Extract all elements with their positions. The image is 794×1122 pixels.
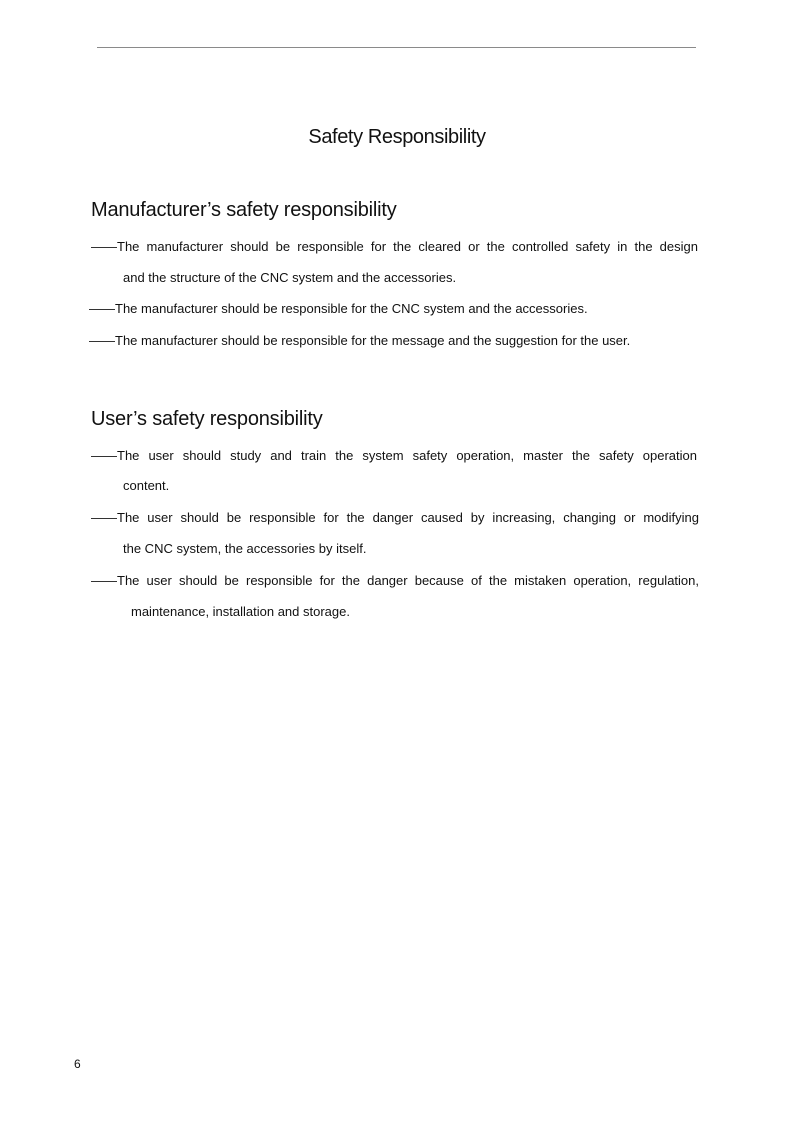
user-item-2-line-1: ——The user should be responsible for the danger caused by increasing, changing or modifying xyxy=(91,510,699,525)
manufacturer-item-3: ——The manufacturer should be responsible for the message and the suggestion for the user. xyxy=(89,333,631,348)
manufacturer-heading: Manufacturer’s safety responsibility xyxy=(91,199,397,221)
user-item-1-line-1: ——The user should study and train the system safety operation, master the safety operation xyxy=(91,448,697,463)
user-item-2-line-2: the CNC system, the accessories by itself. xyxy=(123,541,367,556)
page-number: 6 xyxy=(74,1057,81,1071)
user-item-1-line-2: content. xyxy=(123,478,170,493)
user-item-3-line-1: ——The user should be responsible for the danger because of the mistaken operation, regulation, xyxy=(91,573,699,588)
manufacturer-item-1-line-2: and the structure of the CNC system and the accessories. xyxy=(123,270,457,285)
page-title: Safety Responsibility xyxy=(308,126,486,148)
manufacturer-item-1-line-1: ——The manufacturer should be responsible for the cleared or the controlled safety in the design xyxy=(91,239,698,254)
user-heading: User’s safety responsibility xyxy=(91,408,323,430)
user-item-3-line-2: maintenance, installation and storage. xyxy=(131,604,350,619)
manufacturer-item-2: ——The manufacturer should be responsible for the CNC system and the accessories. xyxy=(89,301,588,316)
header-rule xyxy=(97,47,696,48)
